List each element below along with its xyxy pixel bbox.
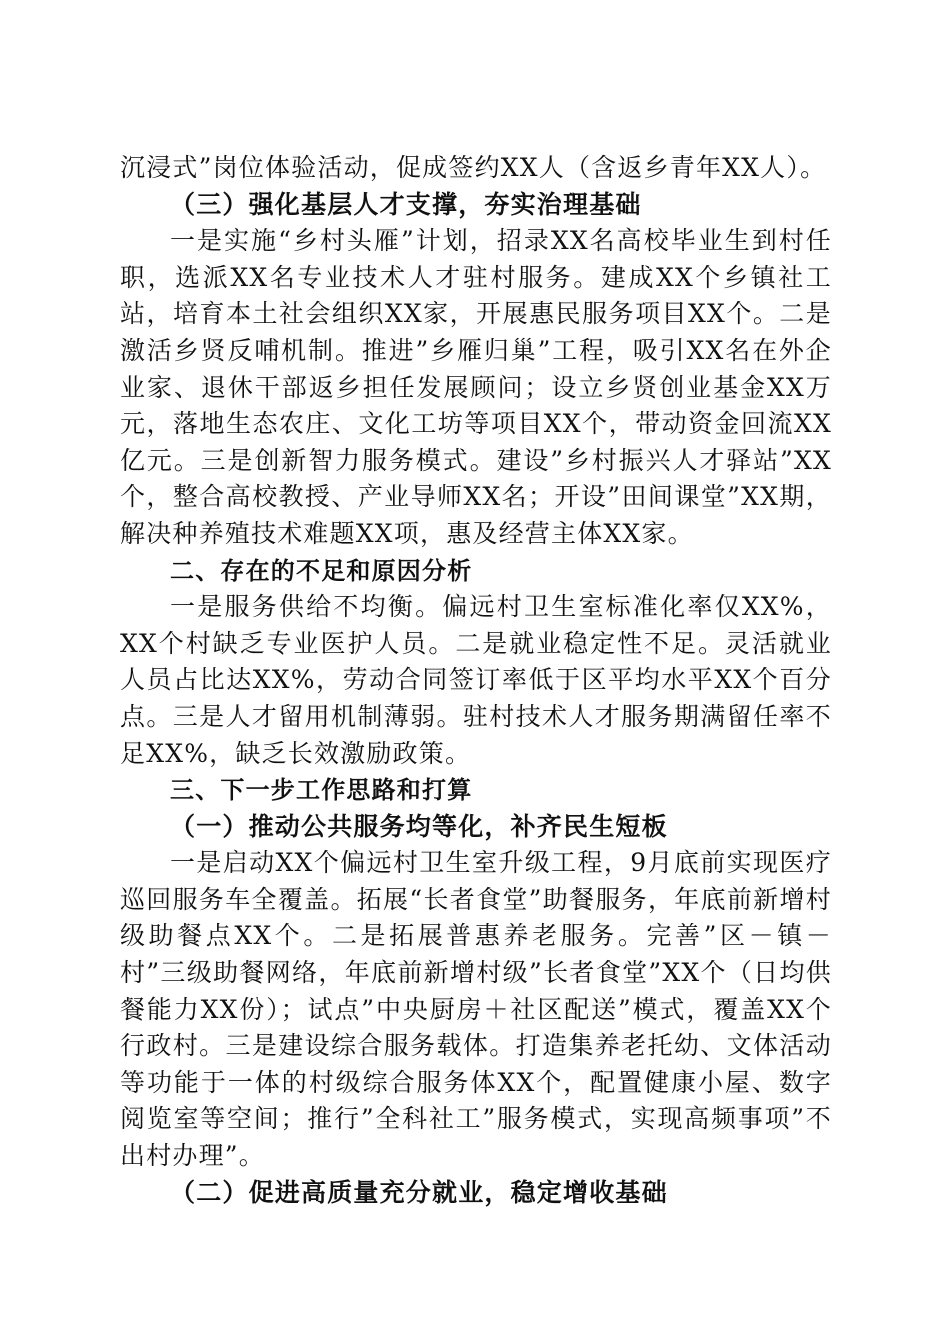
body-paragraph: 一是启动XX个偏远村卫生室升级工程，9月底前实现医疗巡回服务车全覆盖。拓展“长者食堂”助餐服务，年底前新增村级助餐点XX个。二是拓展普惠养老服务。完善”区－镇－村”三级助餐网络，年底前新增村级”长者食堂”XX个（日均供餐能力XX份）；试点”中央厨房＋社区配送”模式，覆盖XX个行政村。三是建设综合服务载体。打造集养老托幼、文体活动等功能于一体的村级综合服务体XX个，配置健康小屋、数字阅览室等空间；推行”全科社工”服务模式，实现高频事项”不出村办理”。 [120,848,832,1171]
subsection-heading: （一）推动公共服务均等化，补齐民生短板 [170,811,668,841]
body-paragraph: 一是服务供给不均衡。偏远村卫生室标准化率仅XX%，XX个村缺乏专业医护人员。二是就业稳定性不足。灵活就业人员占比达XX%，劳动合同签订率低于区平均水平XX个百分点。三是人才留用机制薄弱。驻村技术人才服务期满留任率不足XX%，缺乏长效激励政策。 [120,592,832,768]
section-heading: 三、下一步工作思路和打算 [170,776,473,805]
subsection-heading: （二）促进高质量充分就业，稳定增收基础 [170,1177,668,1207]
subsection-heading: （三）强化基层人才支撑，夯实治理基础 [170,189,642,219]
section-heading: 二、存在的不足和原因分析 [170,556,473,585]
body-paragraph: 一是实施“乡村头雁”计划，招录XX名高校毕业生到村任职，选派XX名专业技术人才驻村服务。建成XX个乡镇社工站，培育本土社会组织XX家，开展惠民服务项目XX个。二是激活乡贤反哺机制。推进”乡雁归巢”工程，吸引XX名在外企业家、退休干部返乡担任发展顾问；设立乡贤创业基金XX万元，落地生态农庄、文化工坊等项目XX个，带动资金回流XX亿元。三是创新智力服务模式。建设”乡村振兴人才驿站”XX个，整合高校教授、产业导师XX名；开设”田间课堂”XX期，解决种养殖技术难题XX项，惠及经营主体XX家。 [120,226,832,548]
body-paragraph: 沉浸式”岗位体验活动，促成签约XX人（含返乡青年XX人）。 [120,153,827,182]
document-page [120,150,832,1211]
